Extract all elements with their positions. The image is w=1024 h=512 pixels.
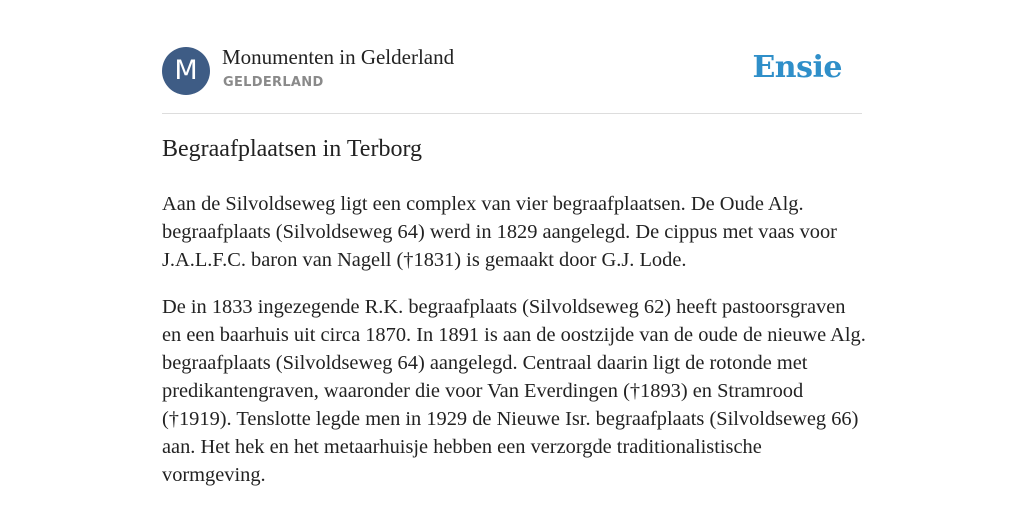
article-body — [162, 190, 867, 508]
paragraph: Aan de Silvoldseweg ligt een complex van vier begraafplaatsen. De Oude Alg. begraafplaats (Silvoldseweg 64) werd in 1829 aangelegd. De cippus met vaas voor J.A.L.F.C. baron van Nagell (†1831) is gemaakt door G.J. Lode. — [162, 193, 837, 271]
article-title: Begraafplaatsen in Terborg — [162, 136, 423, 162]
source-title[interactable]: Monumenten in Gelderland — [222, 45, 455, 69]
source-subtitle[interactable]: GELDERLAND — [223, 75, 324, 90]
page — [162, 0, 866, 486]
header — [162, 0, 862, 114]
brand-logo[interactable]: Ensie — [752, 50, 842, 85]
paragraph: De in 1833 ingezegende R.K. begraafplaats (Silvoldseweg 62) heeft pastoorsgraven en een baarhuis uit circa 1870. In 1891 is aan de oostzijde van de oude de nieuwe Alg. begraafplaats (Silvoldseweg 64) aangelegd. Centraal daarin ligt de rotonde met predikantengraven, waaronder die voor Van Everdingen (†1893) en Stramrood (†1919). Tenslotte legde men in 1929 de Nieuwe Isr. begraafplaats (Silvoldseweg 66) aan. Het hek en het metaarhuisje hebben een verzorgde traditionalistische vormgeving. — [162, 296, 866, 486]
avatar[interactable]: M — [162, 47, 210, 95]
